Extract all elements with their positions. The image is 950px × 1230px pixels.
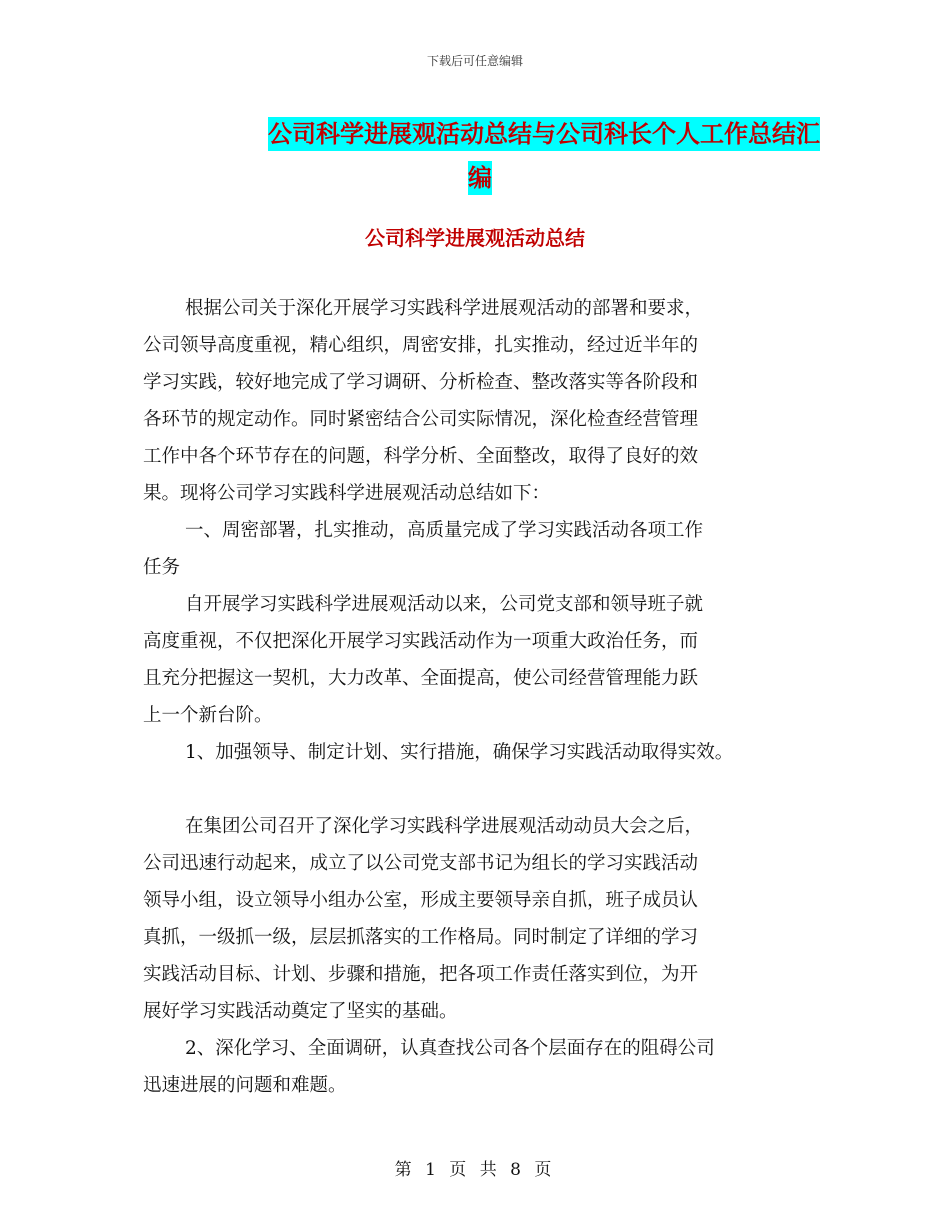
paragraph-line: 在集团公司召开了深化学习实践科学进展观活动动员大会之后，	[185, 816, 704, 837]
paragraph-line: 迅速进展的问题和难题。	[143, 1075, 347, 1096]
paragraph-line: 工作中各个环节存在的问题，科学分析、全面整改，取得了良好的效	[143, 446, 699, 467]
paragraph-line: 真抓，一级抓一级，层层抓落实的工作格局。同时制定了详细的学习	[143, 927, 699, 948]
paragraph-line: 高度重视，不仅把深化开展学习实践活动作为一项重大政治任务，而	[143, 631, 699, 652]
paragraph-line: 领导小组，设立领导小组办公室，形成主要领导亲自抓，班子成员认	[143, 890, 699, 911]
paragraph-line: 自开展学习实践科学进展观活动以来，公司党支部和领导班子就	[185, 594, 704, 615]
paragraph-line: 且充分把握这一契机，大力改革、全面提高，使公司经营管理能力跃	[143, 668, 699, 689]
main-title	[140, 112, 820, 200]
header-note: 下载后可任意编辑	[426, 54, 523, 68]
paragraph-line: 各环节的规定动作。同时紧密结合公司实际情况，深化检查经营管理	[143, 409, 699, 430]
paragraph-line: 上一个新台阶。	[143, 705, 273, 726]
title-line-2: 编	[468, 161, 492, 195]
paragraph-line: 实践活动目标、计划、步骤和措施，把各项工作责任落实到位，为开	[143, 964, 699, 985]
paragraph-line: 学习实践，较好地完成了学习调研、分析检查、整改落实等各阶段和	[143, 372, 699, 393]
paragraph-line: 1、加强领导、制定计划、实行措施，确保学习实践活动取得实效。	[185, 742, 734, 763]
paragraph-line: 公司迅速行动起来，成立了以公司党支部书记为组长的学习实践活动	[143, 853, 699, 874]
body-text	[143, 290, 808, 1104]
paragraph-line: 2、深化学习、全面调研，认真查找公司各个层面存在的阻碍公司	[185, 1038, 715, 1059]
page-footer: 第 1 页 共 8 页	[394, 1160, 556, 1180]
paragraph-line: 根据公司关于深化开展学习实践科学进展观活动的部署和要求，	[185, 298, 704, 319]
paragraph-line: 展好学习实践活动奠定了坚实的基础。	[143, 1001, 458, 1022]
section-title: 公司科学进展观活动总结	[365, 226, 585, 250]
paragraph-line: 一、周密部署，扎实推动，高质量完成了学习实践活动各项工作	[185, 520, 704, 541]
paragraph-line: 果。现将公司学习实践科学进展观活动总结如下：	[143, 483, 551, 504]
paragraph-line: 任务	[143, 557, 181, 578]
title-line-1: 公司科学进展观活动总结与公司科长个人工作总结汇	[268, 117, 820, 151]
paragraph-line: 公司领导高度重视，精心组织，周密安排，扎实推动，经过近半年的	[143, 335, 699, 356]
